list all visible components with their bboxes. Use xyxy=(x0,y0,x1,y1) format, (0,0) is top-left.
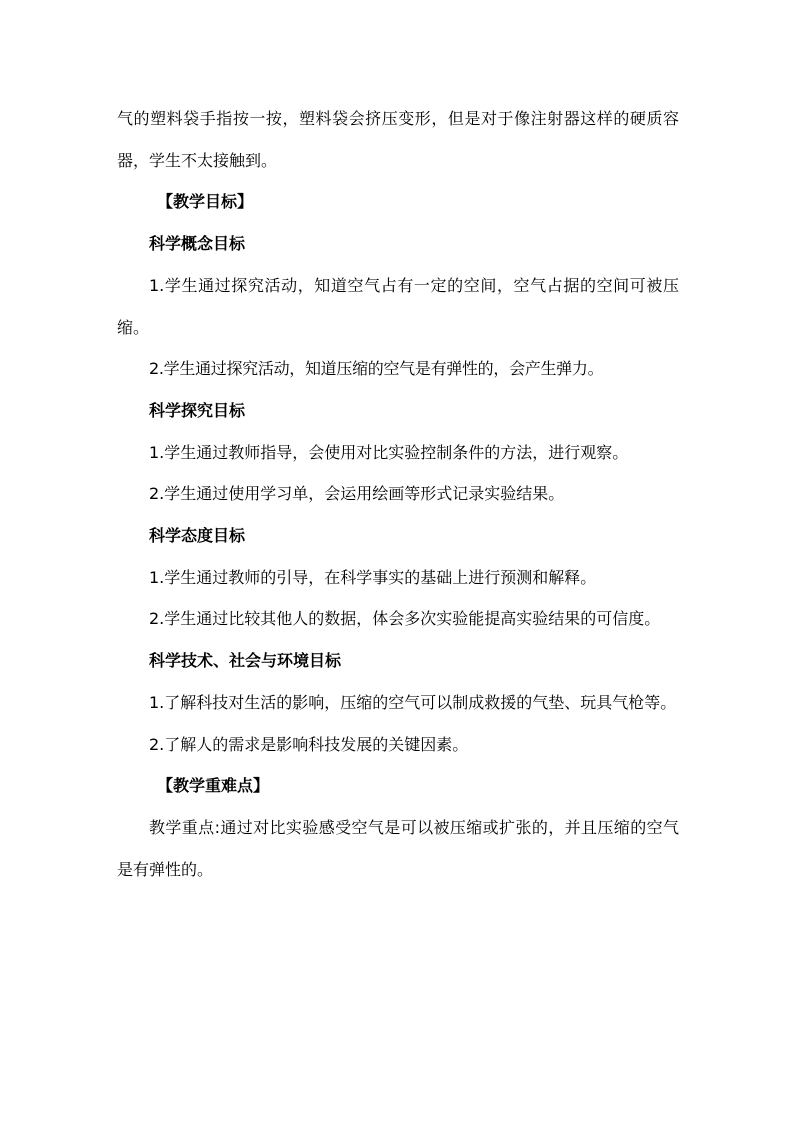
paragraph-inquiry-goal-2: 2.学生通过使用学习单，会运用绘画等形式记录实验结果。 xyxy=(149,484,565,504)
paragraph-inquiry-goal-1: 1.学生通过教师指导，会使用对比实验控制条件的方法，进行观察。 xyxy=(149,442,629,462)
paragraph-teaching-focus: 教学重点:通过对比实验感受空气是可以被压缩或扩张的，并且压缩的空气是有弹性的。 xyxy=(117,817,679,879)
document-body xyxy=(117,98,679,890)
paragraph-sts-goal-2: 2.了解人的需求是影响科技发展的关键因素。 xyxy=(149,734,469,754)
paragraph-continuation: 气的塑料袋手指按一按，塑料袋会挤压变形，但是对于像注射器这样的硬质容器，学生不太接触到。 xyxy=(117,109,679,170)
paragraph-sts-goal-1: 1.了解科技对生活的影响，压缩的空气可以制成救援的气垫、玩具气枪等。 xyxy=(149,692,677,712)
subheading-science-inquiry-goals: 科学探究目标 xyxy=(149,400,246,420)
subheading-science-concept-goals: 科学概念目标 xyxy=(149,234,246,254)
section-heading-teaching-goals: 【教学目标】 xyxy=(157,192,254,212)
section-heading-key-difficulties: 【教学重难点】 xyxy=(157,776,270,796)
subheading-science-attitude-goals: 科学态度目标 xyxy=(149,526,246,546)
paragraph-attitude-goal-2: 2.学生通过比较其他人的数据，体会多次实验能提高实验结果的可信度。 xyxy=(149,609,661,629)
paragraph-concept-goal-2: 2.学生通过探究活动，知道压缩的空气是有弹性的，会产生弹力。 xyxy=(149,359,604,379)
subheading-sts-goals: 科学技术、社会与环境目标 xyxy=(149,651,342,671)
paragraph-attitude-goal-1: 1.学生通过教师的引导，在科学事实的基础上进行预测和解释。 xyxy=(149,567,597,587)
paragraph-concept-goal-1: 1.学生通过探究活动，知道空气占有一定的空间，空气占据的空间可被压缩。 xyxy=(117,275,679,337)
